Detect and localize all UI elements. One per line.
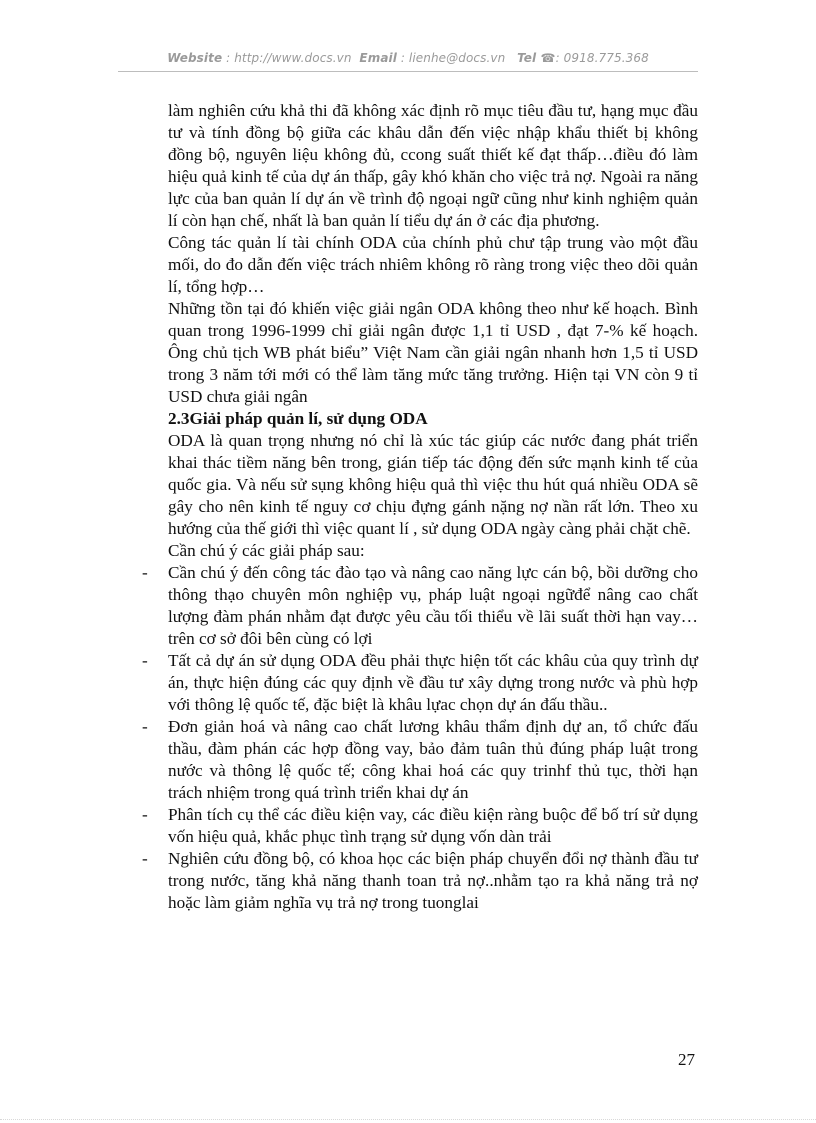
paragraph-1: làm nghiên cứu khả thi đã không xác định rõ mục tiêu đầu tư, hạng mục đầu tư và tính đồng bộ giữa các khâu dẫn đến việc nhập khẩu thiết bị không đồng bộ, nguyên liệu không đủ, ccong suất thiết kế đạt thấp…điều đó làm hiệu quả kinh tế của dự án thấp, gây khó khăn cho việc trả nợ. Ngoài ra năng lực của ban quản lí dự án về trình độ ngoại ngữ cũng như kinh nghiệm quản lí còn hạn chế, nhất là ban quản lí tiểu dự án ở các địa phương. (168, 101, 698, 230)
page-number: 27 (678, 1050, 695, 1069)
website-label: Website (167, 51, 223, 65)
paragraph-4: ODA là quan trọng nhưng nó chỉ là xúc tác giúp các nước đang phát triển khai thác tiềm năng bên trong, gián tiếp tác động đến sức mạnh kinh tế của quốc gia. Và nếu sử sụng không hiệu quả thì việc thu hút quá nhiều ODA sẽ gây cho nên kinh tế nguy cơ chịu đựng gánh nặng nợ nần rất lớn. Theo xu hướng của thế giới thì việc quant lí , sử dụng ODA ngày càng phải chặt chẽ. (168, 431, 698, 538)
solutions-list (142, 562, 698, 914)
bullet-dash: - (142, 717, 148, 736)
website-value: : http://www.docs.vn (222, 51, 352, 65)
bullet-dash: - (142, 563, 148, 582)
list-item (142, 716, 698, 804)
document-body (142, 100, 698, 914)
list-item-text: Cần chú ý đến công tác đào tạo và nâng cao năng lực cán bộ, bồi dưỡng cho thông thạo chuyên môn nghiệp vụ, pháp luật ngoại ngữđể nâng cao chất lượng đàm phán nhằm đạt được yêu cầu tối thiểu về lãi suất thời hạn vay…trên cơ sở đôi bên cùng có lợi (168, 563, 698, 648)
paragraph-2: Công tác quản lí tài chính ODA của chính phủ chư tập trung vào một đầu mối, do đo dẫn đến việc trách nhiêm không rõ ràng trong việc theo dõi quản lí, tổng hợp… (168, 233, 698, 296)
tel-label: Tel ☎ (517, 51, 556, 65)
list-item-text: Phân tích cụ thể các điều kiện vay, các điều kiện ràng buộc để bố trí sử dụng vốn hiệu quả, khắc phục tình trạng sử dụng vốn dàn trải (168, 805, 698, 846)
email-value: : lienhe@docs.vn (396, 51, 506, 65)
list-item (142, 650, 698, 716)
list-item-text: Đơn giản hoá và nâng cao chất lương khâu thẩm định dự an, tổ chức đấu thầu, đàm phán các hợp đồng vay, bảo đảm tuân thủ đúng pháp luật trong nước và thông lệ quốc tế; công khai hoá các quy trinhf thủ tục, thời hạn trách nhiệm trong quá trình triển khai dự án (168, 717, 698, 802)
header-divider (118, 71, 698, 72)
list-item (142, 562, 698, 650)
paragraph-5: Cần chú ý các giải pháp sau: (168, 541, 365, 560)
page-header (0, 51, 816, 65)
bullet-dash: - (142, 651, 148, 670)
bullet-dash: - (142, 805, 148, 824)
paragraph-3: Những tồn tại đó khiến việc giải ngân ODA không theo như kế hoạch. Bình quan trong 1996-1999 chỉ giải ngân được 1,1 tỉ USD , đạt 7-% kế hoạch. Ông chủ tịch WB phát biểu” Việt Nam cần giải ngân nhanh hơn 1,5 tỉ USD trong 3 năm tới mới có thể làm tăng mức tăng trưởng. Hiện tại VN còn 9 tỉ USD chưa giải ngân (168, 299, 698, 406)
footer-divider (0, 1119, 816, 1120)
list-item (142, 804, 698, 848)
bullet-dash: - (142, 849, 148, 868)
tel-value: : 0918.775.368 (555, 51, 649, 65)
list-item-text: Tất cả dự án sử dụng ODA đều phải thực hiện tốt các khâu của quy trình dự án, thực hiện đúng các quy định về đầu tư xây dựng trong nước và phù hợp với thông lệ quốc tế, đặc biệt là khâu lựac chọn dự án đấu thầu.. (168, 651, 698, 714)
list-item-text: Nghiên cứu đồng bộ, có khoa học các biện pháp chuyển đổi nợ thành đầu tư trong nước, tăng khả năng thanh toan trả nợ..nhằm tạo ra khả năng trả nợ hoặc làm giảm nghĩa vụ trả nợ trong tuonglai (168, 849, 698, 912)
email-label: Email (359, 51, 397, 65)
list-item (142, 848, 698, 914)
section-heading: 2.3Giải pháp quản lí, sử dụng ODA (168, 409, 428, 428)
